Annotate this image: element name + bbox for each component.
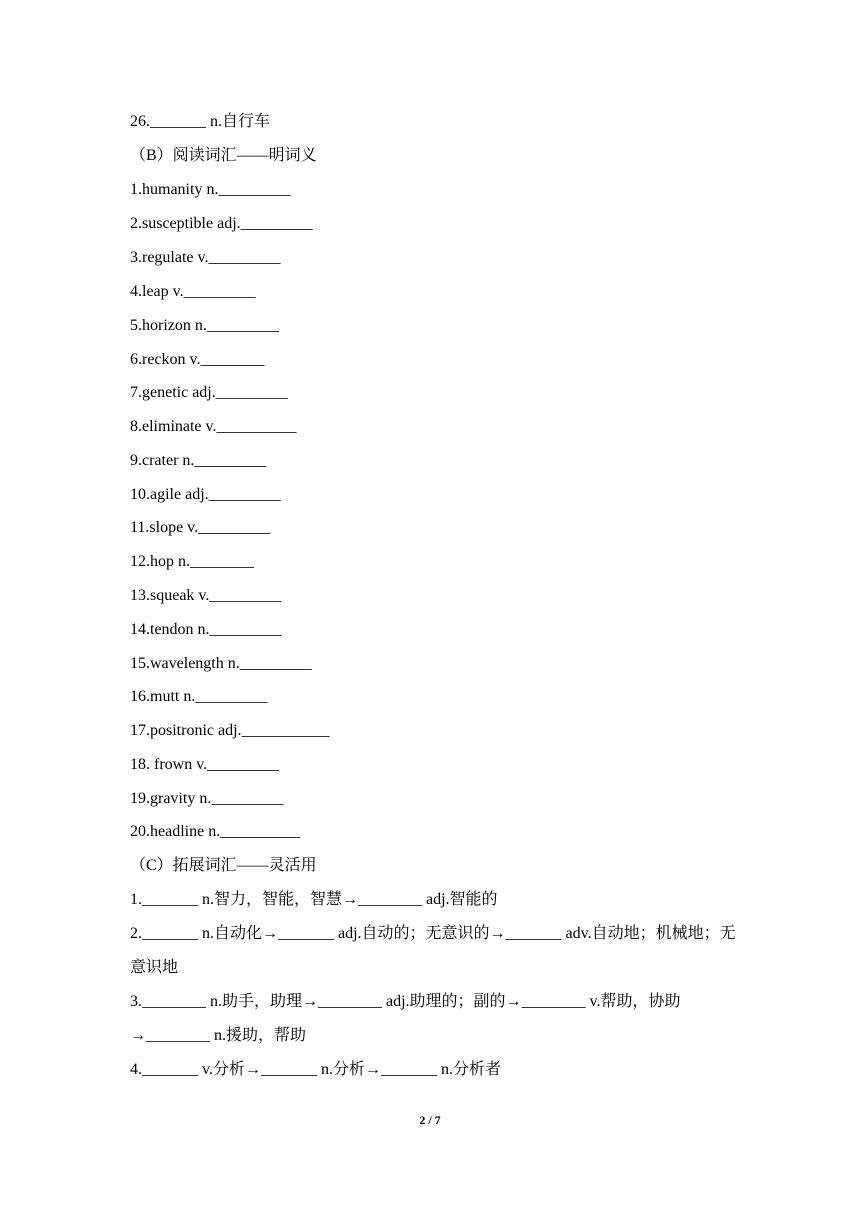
reading-vocab-1: 1.humanity n._________ [130, 181, 291, 198]
reading-vocab-7: 7.genetic adj._________ [130, 384, 288, 401]
extended-vocab-3: 3.________ n.助手，助理→________ adj.助理的；副的→________ v.帮助，协助→________ n.援助，帮助 [130, 993, 681, 1044]
reading-vocab-2: 2.susceptible adj._________ [130, 215, 313, 232]
section-b-heading: （B）阅读词汇——明词义 [130, 147, 317, 164]
reading-vocab-10: 10.agile adj._________ [130, 486, 281, 503]
extended-vocab-1: 1._______ n.智力，智能，智慧→________ adj.智能的 [130, 891, 498, 908]
reading-vocab-18: 18. frown v._________ [130, 756, 280, 773]
reading-vocab-15: 15.wavelength n._________ [130, 655, 312, 672]
reading-vocab-14: 14.tendon n._________ [130, 621, 282, 638]
reading-vocab-16: 16.mutt n._________ [130, 688, 268, 705]
reading-vocab-11: 11.slope v._________ [130, 519, 271, 536]
extended-vocab-2: 2._______ n.自动化→_______ adj.自动的；无意识的→_______ adv.自动地；机械地；无意识地 [130, 925, 736, 976]
reading-vocab-9: 9.crater n._________ [130, 452, 267, 469]
reading-vocab-6: 6.reckon v.________ [130, 351, 265, 368]
reading-vocab-19: 19.gravity n._________ [130, 790, 284, 807]
extended-vocab-4: 4._______ v.分析→_______ n.分析→_______ n.分析者 [130, 1061, 501, 1078]
vocab-line-26: 26._______ n.自行车 [130, 113, 271, 130]
section-c-heading: （C）拓展词汇——灵活用 [130, 857, 317, 874]
reading-vocab-8: 8.eliminate v.__________ [130, 418, 297, 435]
reading-vocab-12: 12.hop n.________ [130, 553, 254, 570]
reading-vocab-4: 4.leap v._________ [130, 283, 256, 300]
reading-vocab-17: 17.positronic adj.___________ [130, 722, 330, 739]
page-number: 2 / 7 [419, 1113, 441, 1127]
reading-vocab-13: 13.squeak v._________ [130, 587, 282, 604]
reading-vocab-3: 3.regulate v._________ [130, 249, 281, 266]
reading-vocab-5: 5.horizon n._________ [130, 317, 279, 334]
reading-vocab-20: 20.headline n.__________ [130, 823, 301, 840]
